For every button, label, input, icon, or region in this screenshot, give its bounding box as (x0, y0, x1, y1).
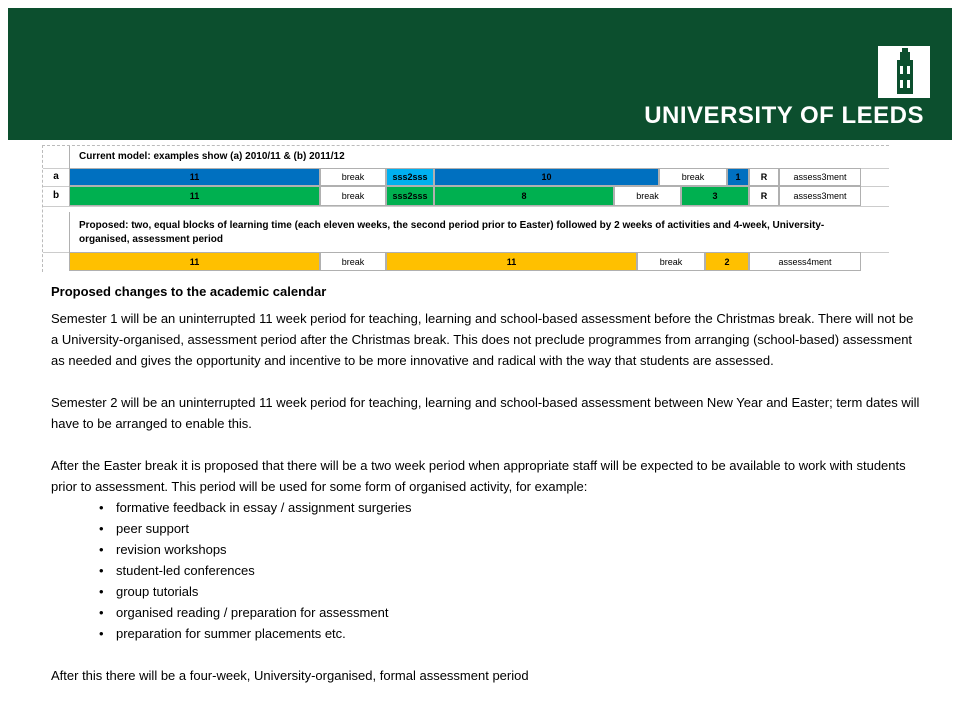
university-crest-icon (878, 46, 930, 98)
paragraph-semester2: Semester 2 will be an uninterrupted 11 week period for teaching, learning and school-based assessment between New Year and Easter; term dates will have to be arranged to enable this. (51, 395, 920, 431)
list-item: • organised reading / preparation for assessment (99, 605, 389, 620)
row-b-label: b (52, 190, 60, 201)
row-a-r: R (749, 168, 779, 186)
row-b-break2: break (614, 186, 681, 206)
proposed-break1: break (320, 252, 386, 271)
section-heading: Proposed changes to the academic calendar (51, 284, 327, 299)
row-a-short: 1 (727, 168, 749, 186)
header-banner (8, 8, 952, 140)
row-b-assess: assess3ment (779, 186, 861, 206)
list-item: • formative feedback in essay / assignment surgeries (99, 500, 412, 515)
list-item: • revision workshops (99, 542, 227, 557)
row-a-exam: sss2sss (386, 168, 434, 186)
list-item: • preparation for summer placements etc. (99, 626, 346, 641)
paragraph-semester1: Semester 1 will be an uninterrupted 11 week period for teaching, learning and school-based assessment before the Christmas break. There will not be a University-organised, assessment period after the Christmas break. This does not preclude programmes from arranging (school-based) assessment as needed and gives the opportunity and incentive to be more innovative and radical with the way that students are assessed. (51, 311, 914, 368)
proposed-assess: assess4ment (749, 252, 861, 271)
row-a-break1: break (320, 168, 386, 186)
proposed-title: Proposed: two, equal blocks of learning time (each eleven weeks, the second period prior to Easter) followed by 2 weeks of activities and 4-week, University-organised, assessment period (79, 220, 825, 245)
university-logo-text: UNIVERSITY OF LEEDS (644, 102, 924, 129)
activity-list (51, 497, 921, 644)
proposed-block2: 11 (386, 252, 637, 271)
document-body (51, 282, 921, 707)
list-item: • group tutorials (99, 584, 199, 599)
proposed-header (43, 212, 889, 253)
calendar-row-b (43, 186, 889, 207)
row-a-block1: 11 (69, 168, 320, 186)
row-b-r: R (749, 186, 779, 206)
proposed-break2: break (637, 252, 705, 271)
row-b-break1: break (320, 186, 386, 206)
row-b-short: 3 (681, 186, 749, 206)
list-item: • student-led conferences (99, 563, 255, 578)
paragraph-assessment: After this there will be a four-week, University-organised, formal assessment period (51, 668, 529, 683)
calendar-row-a (43, 168, 889, 187)
current-model-header (43, 146, 889, 169)
list-item: • peer support (99, 521, 189, 536)
row-a-label: a (53, 171, 59, 182)
calendar-figure (42, 145, 889, 272)
proposed-block1: 11 (69, 252, 320, 271)
row-b-exam: sss2sss (386, 186, 434, 206)
row-a-assess: assess3ment (779, 168, 861, 186)
proposed-short: 2 (705, 252, 749, 271)
current-model-title: Current model: examples show (a) 2010/11 & (b) 2011/12 (79, 151, 345, 162)
calendar-row-proposed (43, 252, 889, 271)
row-a-break2: break (659, 168, 727, 186)
row-a-block2: 10 (434, 168, 659, 186)
paragraph-easter: After the Easter break it is proposed that there will be a two week period when appropriate staff will be expected to be available to work with students prior to assessment. This period will be used for some form of organised activity, for example: (51, 458, 906, 494)
row-b-block2: 8 (434, 186, 614, 206)
row-b-block1: 11 (69, 186, 320, 206)
